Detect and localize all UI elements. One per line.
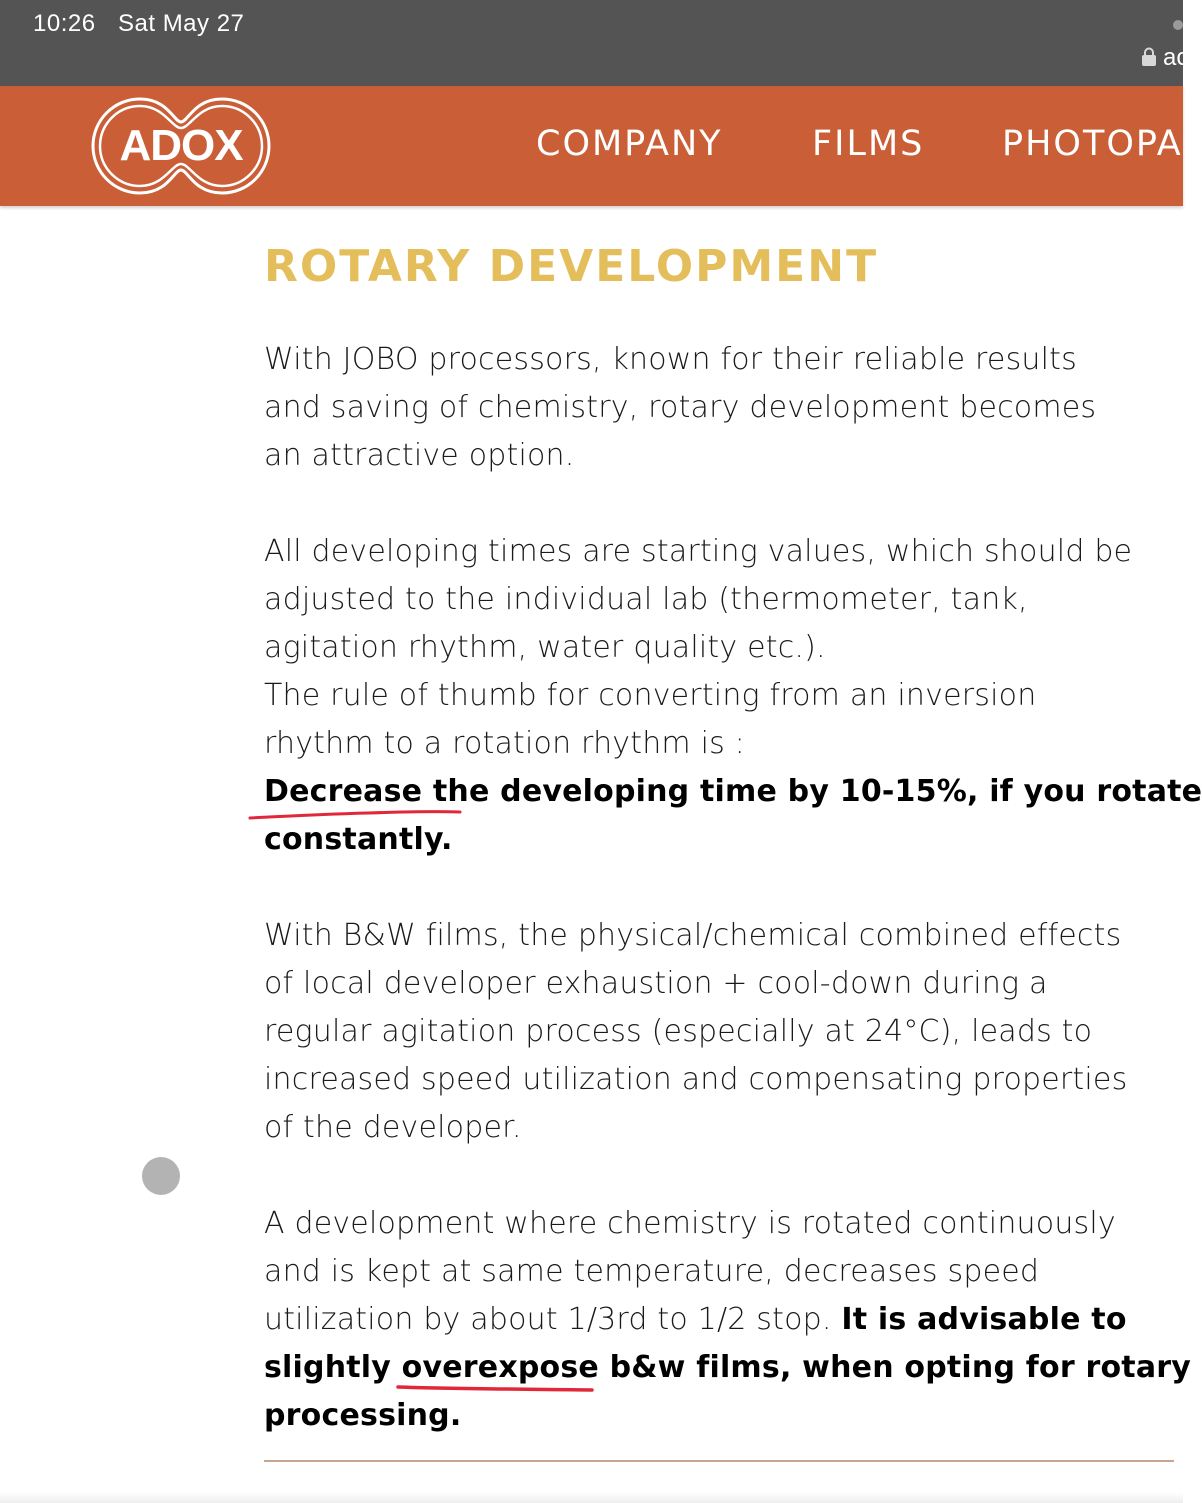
annotation-underline-overexpose [396,1384,594,1394]
text-line: and is kept at same temperature, decreases speed [264,1254,1040,1289]
nav-company[interactable]: COMPANY [536,124,723,164]
url-text[interactable]: ac [1163,44,1189,71]
text-line: an attractive option. [264,438,575,473]
text-line: adjusted to the individual lab (thermometer, tank, [264,582,1028,617]
text-line: of local developer exhaustion + cool-down during a [264,966,1048,1001]
text-line: of the developer. [264,1110,522,1145]
assistive-touch-button[interactable] [142,1157,180,1195]
multitasking-dot-icon[interactable] [1173,20,1183,30]
article-content [264,236,1202,1433]
paragraph-intro [264,336,1169,480]
bottom-edge [0,1492,1183,1503]
text-line: A development where chemistry is rotated continuously [264,1206,1116,1241]
paragraph-bw-films [264,912,1169,1152]
text-line: With B&W films, the physical/chemical combined effects [264,918,1122,953]
bold-advice-line: processing. [264,1398,462,1433]
bold-rule-line: Decrease the developing time by 10-15%, if you rotate [264,774,1202,809]
logo-text: ADOX [119,121,243,170]
site-header [0,86,1183,206]
adox-logo[interactable] [88,94,274,198]
text-line: and saving of chemistry, rotary development becomes [264,390,1097,425]
text-line: With JOBO processors, known for their reliable results [264,342,1077,377]
text-line: All developing times are starting values, which should be [264,534,1133,569]
text-line: rhythm to a rotation rhythm is : [264,726,745,761]
page-title: ROTARY DEVELOPMENT [264,241,879,292]
bold-rule-line: constantly. [264,822,453,857]
text-bold: It is advisable to [841,1302,1127,1337]
section-divider [264,1460,1174,1462]
nav-films[interactable]: FILMS [812,124,925,164]
status-date: Sat May 27 [118,10,245,37]
nav-photopaper[interactable]: PHOTOPA [1002,124,1183,164]
status-bar [0,0,1189,86]
text-line: The rule of thumb for converting from an inversion [264,678,1037,713]
bold-advice-line: slightly overexpose b&w films, when opting for rotary [264,1350,1192,1385]
text-line: regular agitation process (especially at 24°C), leads to [264,1014,1093,1049]
text-line: increased speed utilization and compensating properties [264,1062,1128,1097]
mixed-text-line [264,1296,1169,1344]
text-line: agitation rhythm, water quality etc.). [264,630,826,665]
status-time: 10:26 [33,10,96,37]
lock-icon [1141,47,1157,67]
paragraph-rotary-speed [264,1200,1192,1440]
annotation-underline-decrease [248,808,463,822]
text-normal: utilization by about 1/3rd to 1/2 stop. [264,1302,842,1337]
